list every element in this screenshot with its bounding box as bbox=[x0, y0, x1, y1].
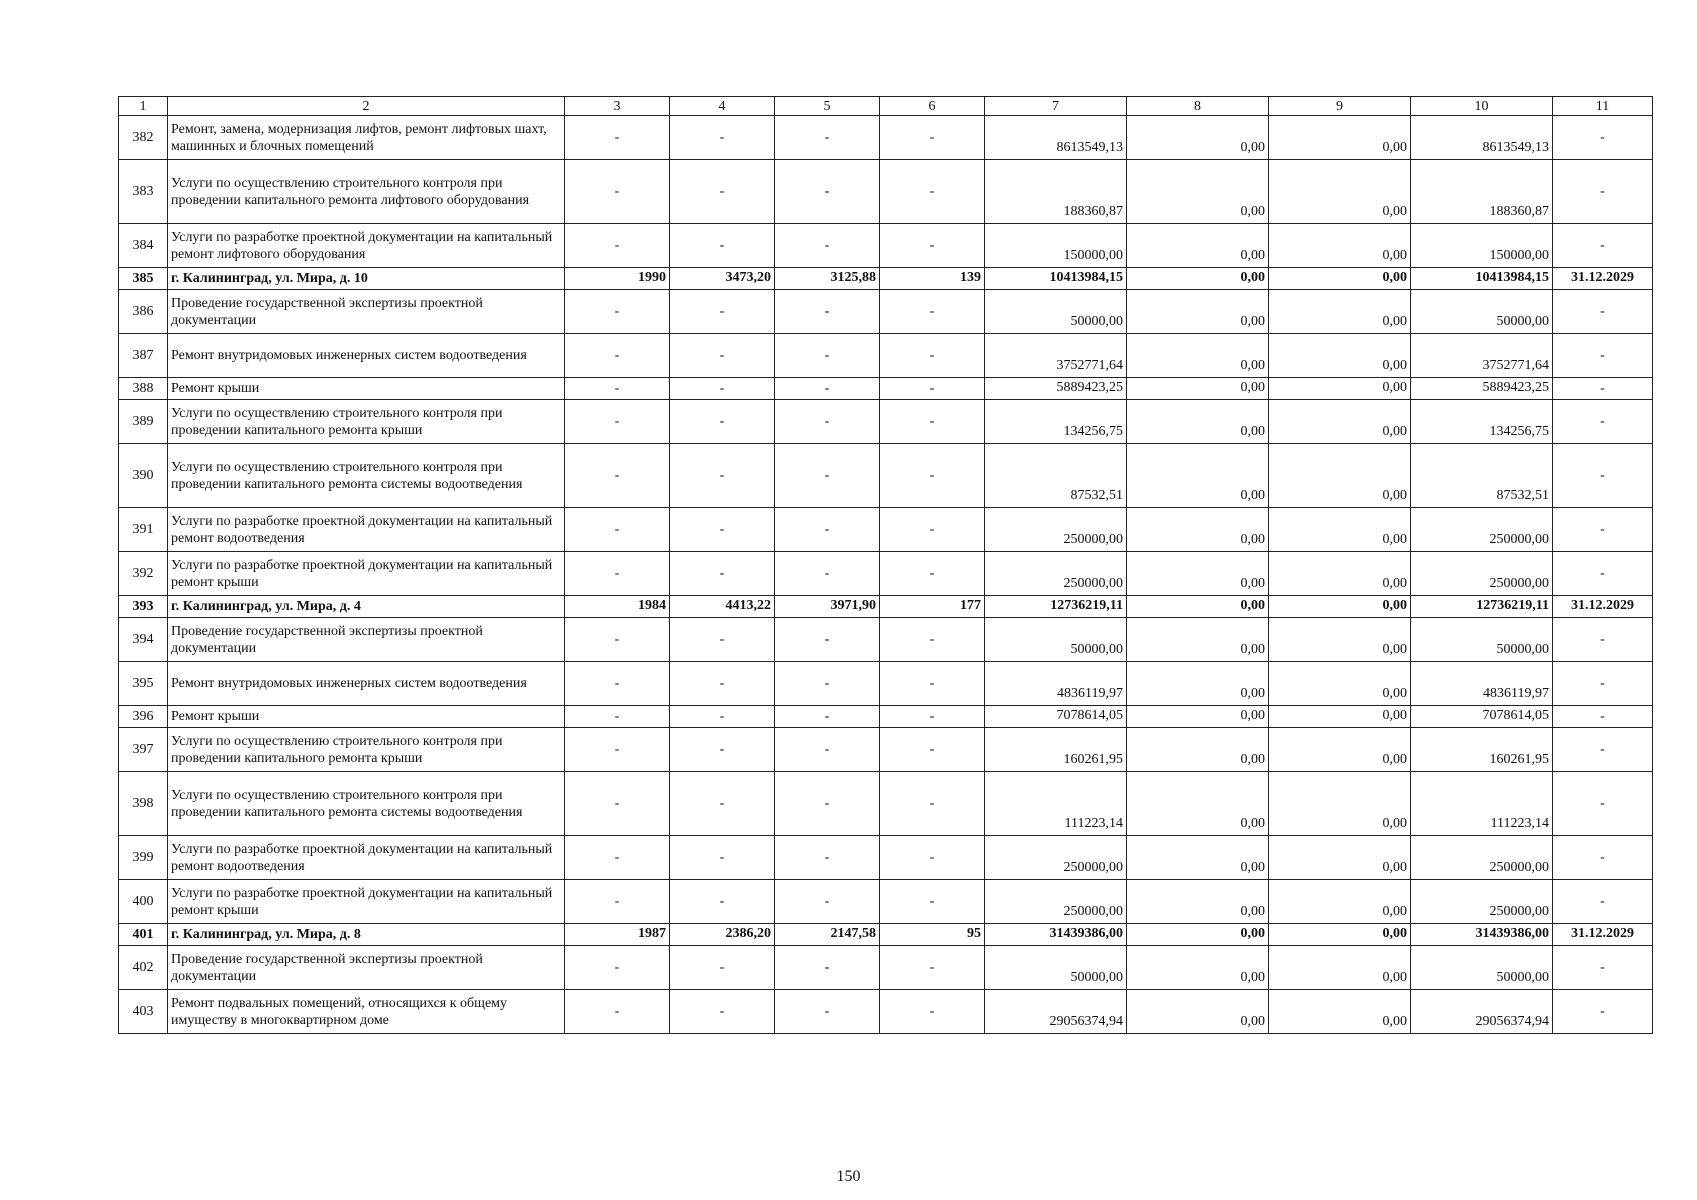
col4-cell: - bbox=[670, 290, 775, 334]
col4-cell: 3473,20 bbox=[670, 268, 775, 290]
col6-cell: - bbox=[880, 224, 985, 268]
table-row bbox=[119, 116, 1653, 160]
col5-cell: - bbox=[775, 706, 880, 728]
col4-cell: - bbox=[670, 444, 775, 508]
col4-cell: - bbox=[670, 772, 775, 836]
col9-cell: 0,00 bbox=[1269, 552, 1411, 596]
col3-cell: 1987 bbox=[565, 924, 670, 946]
col10-cell: 31439386,00 bbox=[1411, 924, 1553, 946]
col9-cell: 0,00 bbox=[1269, 618, 1411, 662]
col9-cell: 0,00 bbox=[1269, 400, 1411, 444]
table-row bbox=[119, 946, 1653, 990]
col5-cell: - bbox=[775, 378, 880, 400]
col5-cell: - bbox=[775, 836, 880, 880]
col10-cell: 12736219,11 bbox=[1411, 596, 1553, 618]
col7-cell: 50000,00 bbox=[985, 946, 1127, 990]
col8-cell: 0,00 bbox=[1127, 116, 1269, 160]
col8-cell: 0,00 bbox=[1127, 224, 1269, 268]
header-cell: 6 bbox=[880, 97, 985, 116]
col9-cell: 0,00 bbox=[1269, 290, 1411, 334]
col6-cell: - bbox=[880, 444, 985, 508]
table-row bbox=[119, 290, 1653, 334]
col6-cell: - bbox=[880, 662, 985, 706]
col6-cell: - bbox=[880, 836, 985, 880]
work-name-cell: Услуги по осуществлению строительного контроля при проведении капитального ремонта лифтового оборудования bbox=[168, 160, 565, 224]
row-number-cell: 400 bbox=[119, 880, 168, 924]
table-row bbox=[119, 728, 1653, 772]
col11-cell: - bbox=[1553, 334, 1653, 378]
col8-cell: 0,00 bbox=[1127, 378, 1269, 400]
col6-cell: - bbox=[880, 552, 985, 596]
row-number-cell: 399 bbox=[119, 836, 168, 880]
col4-cell: - bbox=[670, 160, 775, 224]
col7-cell: 31439386,00 bbox=[985, 924, 1127, 946]
col3-cell: - bbox=[565, 290, 670, 334]
table-row bbox=[119, 552, 1653, 596]
col5-cell: 2147,58 bbox=[775, 924, 880, 946]
col7-cell: 10413984,15 bbox=[985, 268, 1127, 290]
col9-cell: 0,00 bbox=[1269, 728, 1411, 772]
col5-cell: - bbox=[775, 728, 880, 772]
col11-cell: - bbox=[1553, 880, 1653, 924]
col7-cell: 12736219,11 bbox=[985, 596, 1127, 618]
col7-cell: 7078614,05 bbox=[985, 706, 1127, 728]
row-number-cell: 401 bbox=[119, 924, 168, 946]
col6-cell: - bbox=[880, 378, 985, 400]
col5-cell: - bbox=[775, 290, 880, 334]
col10-cell: 50000,00 bbox=[1411, 290, 1553, 334]
row-number-cell: 403 bbox=[119, 990, 168, 1034]
col3-cell: - bbox=[565, 706, 670, 728]
col8-cell: 0,00 bbox=[1127, 268, 1269, 290]
table-row bbox=[119, 706, 1653, 728]
col9-cell: 0,00 bbox=[1269, 268, 1411, 290]
col11-cell: - bbox=[1553, 378, 1653, 400]
row-number-cell: 385 bbox=[119, 268, 168, 290]
col8-cell: 0,00 bbox=[1127, 334, 1269, 378]
work-name-cell: Проведение государственной экспертизы проектной документации bbox=[168, 618, 565, 662]
col8-cell: 0,00 bbox=[1127, 596, 1269, 618]
col7-cell: 250000,00 bbox=[985, 880, 1127, 924]
header-cell: 2 bbox=[168, 97, 565, 116]
col4-cell: - bbox=[670, 946, 775, 990]
col3-cell: - bbox=[565, 160, 670, 224]
work-name-cell: Услуги по разработке проектной документации на капитальный ремонт лифтового оборудования bbox=[168, 224, 565, 268]
header-cell: 11 bbox=[1553, 97, 1653, 116]
row-number-cell: 383 bbox=[119, 160, 168, 224]
col8-cell: 0,00 bbox=[1127, 836, 1269, 880]
col6-cell: - bbox=[880, 116, 985, 160]
col8-cell: 0,00 bbox=[1127, 662, 1269, 706]
col11-cell: - bbox=[1553, 160, 1653, 224]
col3-cell: - bbox=[565, 990, 670, 1034]
table-row bbox=[119, 444, 1653, 508]
col5-cell: - bbox=[775, 334, 880, 378]
col4-cell: - bbox=[670, 728, 775, 772]
row-number-cell: 389 bbox=[119, 400, 168, 444]
col4-cell: - bbox=[670, 508, 775, 552]
table-row bbox=[119, 160, 1653, 224]
col10-cell: 87532,51 bbox=[1411, 444, 1553, 508]
work-name-cell: Услуги по разработке проектной документации на капитальный ремонт водоотведения bbox=[168, 836, 565, 880]
row-number-cell: 402 bbox=[119, 946, 168, 990]
work-name-cell: Услуги по осуществлению строительного контроля при проведении капитального ремонта системы водоотведения bbox=[168, 772, 565, 836]
col7-cell: 50000,00 bbox=[985, 618, 1127, 662]
row-number-cell: 392 bbox=[119, 552, 168, 596]
col6-cell: - bbox=[880, 990, 985, 1034]
col10-cell: 250000,00 bbox=[1411, 836, 1553, 880]
col7-cell: 3752771,64 bbox=[985, 334, 1127, 378]
col3-cell: - bbox=[565, 508, 670, 552]
col10-cell: 4836119,97 bbox=[1411, 662, 1553, 706]
table-row bbox=[119, 662, 1653, 706]
col5-cell: - bbox=[775, 400, 880, 444]
col7-cell: 250000,00 bbox=[985, 508, 1127, 552]
col9-cell: 0,00 bbox=[1269, 836, 1411, 880]
col3-cell: - bbox=[565, 116, 670, 160]
col7-cell: 134256,75 bbox=[985, 400, 1127, 444]
col11-cell: - bbox=[1553, 552, 1653, 596]
col9-cell: 0,00 bbox=[1269, 662, 1411, 706]
col3-cell: - bbox=[565, 334, 670, 378]
col6-cell: - bbox=[880, 334, 985, 378]
col6-cell: - bbox=[880, 618, 985, 662]
row-number-cell: 382 bbox=[119, 116, 168, 160]
col5-cell: - bbox=[775, 116, 880, 160]
col6-cell: - bbox=[880, 772, 985, 836]
col3-cell: - bbox=[565, 836, 670, 880]
col9-cell: 0,00 bbox=[1269, 990, 1411, 1034]
col6-cell: - bbox=[880, 508, 985, 552]
work-name-cell: г. Калининград, ул. Мира, д. 8 bbox=[168, 924, 565, 946]
work-name-cell: Ремонт крыши bbox=[168, 378, 565, 400]
col9-cell: 0,00 bbox=[1269, 596, 1411, 618]
col11-cell: - bbox=[1553, 662, 1653, 706]
col11-cell: - bbox=[1553, 946, 1653, 990]
table-row bbox=[119, 990, 1653, 1034]
work-name-cell: Ремонт крыши bbox=[168, 706, 565, 728]
col7-cell: 188360,87 bbox=[985, 160, 1127, 224]
col6-cell: - bbox=[880, 160, 985, 224]
col7-cell: 50000,00 bbox=[985, 290, 1127, 334]
col6-cell: - bbox=[880, 946, 985, 990]
header-cell: 4 bbox=[670, 97, 775, 116]
col8-cell: 0,00 bbox=[1127, 990, 1269, 1034]
col8-cell: 0,00 bbox=[1127, 772, 1269, 836]
col8-cell: 0,00 bbox=[1127, 880, 1269, 924]
col10-cell: 160261,95 bbox=[1411, 728, 1553, 772]
col3-cell: - bbox=[565, 400, 670, 444]
col9-cell: 0,00 bbox=[1269, 334, 1411, 378]
col7-cell: 4836119,97 bbox=[985, 662, 1127, 706]
table-row bbox=[119, 772, 1653, 836]
col9-cell: 0,00 bbox=[1269, 924, 1411, 946]
work-name-cell: Услуги по разработке проектной документации на капитальный ремонт водоотведения bbox=[168, 508, 565, 552]
col3-cell: - bbox=[565, 772, 670, 836]
table-row bbox=[119, 334, 1653, 378]
col5-cell: - bbox=[775, 880, 880, 924]
work-name-cell: Проведение государственной экспертизы проектной документации bbox=[168, 946, 565, 990]
col10-cell: 5889423,25 bbox=[1411, 378, 1553, 400]
col5-cell: - bbox=[775, 224, 880, 268]
col6-cell: - bbox=[880, 728, 985, 772]
col6-cell: 95 bbox=[880, 924, 985, 946]
col10-cell: 250000,00 bbox=[1411, 880, 1553, 924]
table-body bbox=[119, 97, 1653, 1034]
col4-cell: - bbox=[670, 224, 775, 268]
row-number-cell: 395 bbox=[119, 662, 168, 706]
col9-cell: 0,00 bbox=[1269, 946, 1411, 990]
page-number: 150 bbox=[836, 1168, 861, 1185]
col11-cell: - bbox=[1553, 728, 1653, 772]
col6-cell: - bbox=[880, 880, 985, 924]
col9-cell: 0,00 bbox=[1269, 116, 1411, 160]
col8-cell: 0,00 bbox=[1127, 290, 1269, 334]
table-row bbox=[119, 378, 1653, 400]
work-name-cell: Услуги по разработке проектной документации на капитальный ремонт крыши bbox=[168, 552, 565, 596]
work-name-cell: Ремонт внутридомовых инженерных систем водоотведения bbox=[168, 334, 565, 378]
address-row bbox=[119, 268, 1653, 290]
work-name-cell: Услуги по осуществлению строительного контроля при проведении капитального ремонта крыши bbox=[168, 728, 565, 772]
col8-cell: 0,00 bbox=[1127, 924, 1269, 946]
document-page bbox=[118, 96, 1652, 1034]
repair-program-table bbox=[118, 96, 1653, 1034]
col9-cell: 0,00 bbox=[1269, 772, 1411, 836]
address-row bbox=[119, 924, 1653, 946]
col4-cell: - bbox=[670, 618, 775, 662]
table-row bbox=[119, 618, 1653, 662]
col7-cell: 250000,00 bbox=[985, 836, 1127, 880]
col7-cell: 8613549,13 bbox=[985, 116, 1127, 160]
col10-cell: 7078614,05 bbox=[1411, 706, 1553, 728]
col8-cell: 0,00 bbox=[1127, 444, 1269, 508]
col9-cell: 0,00 bbox=[1269, 706, 1411, 728]
col4-cell: 2386,20 bbox=[670, 924, 775, 946]
row-number-cell: 393 bbox=[119, 596, 168, 618]
col3-cell: - bbox=[565, 662, 670, 706]
col3-cell: - bbox=[565, 618, 670, 662]
col8-cell: 0,00 bbox=[1127, 946, 1269, 990]
col5-cell: - bbox=[775, 444, 880, 508]
row-number-cell: 387 bbox=[119, 334, 168, 378]
col10-cell: 188360,87 bbox=[1411, 160, 1553, 224]
header-cell: 1 bbox=[119, 97, 168, 116]
col10-cell: 3752771,64 bbox=[1411, 334, 1553, 378]
col3-cell: - bbox=[565, 728, 670, 772]
header-cell: 10 bbox=[1411, 97, 1553, 116]
table-row bbox=[119, 880, 1653, 924]
col6-cell: 139 bbox=[880, 268, 985, 290]
row-number-cell: 384 bbox=[119, 224, 168, 268]
col9-cell: 0,00 bbox=[1269, 508, 1411, 552]
col5-cell: - bbox=[775, 552, 880, 596]
header-cell: 3 bbox=[565, 97, 670, 116]
col4-cell: - bbox=[670, 334, 775, 378]
work-name-cell: Ремонт подвальных помещений, относящихся к общему имуществу в многоквартирном доме bbox=[168, 990, 565, 1034]
work-name-cell: Проведение государственной экспертизы проектной документации bbox=[168, 290, 565, 334]
col11-cell: - bbox=[1553, 706, 1653, 728]
col8-cell: 0,00 bbox=[1127, 552, 1269, 596]
col11-cell: 31.12.2029 bbox=[1553, 924, 1653, 946]
col11-cell: - bbox=[1553, 444, 1653, 508]
col4-cell: - bbox=[670, 552, 775, 596]
col10-cell: 111223,14 bbox=[1411, 772, 1553, 836]
col9-cell: 0,00 bbox=[1269, 160, 1411, 224]
col3-cell: - bbox=[565, 444, 670, 508]
col5-cell: - bbox=[775, 772, 880, 836]
col5-cell: 3125,88 bbox=[775, 268, 880, 290]
col11-cell: - bbox=[1553, 508, 1653, 552]
col4-cell: - bbox=[670, 706, 775, 728]
header-cell: 7 bbox=[985, 97, 1127, 116]
col4-cell: - bbox=[670, 400, 775, 444]
col5-cell: - bbox=[775, 160, 880, 224]
col8-cell: 0,00 bbox=[1127, 618, 1269, 662]
col10-cell: 50000,00 bbox=[1411, 946, 1553, 990]
col8-cell: 0,00 bbox=[1127, 508, 1269, 552]
col6-cell: - bbox=[880, 706, 985, 728]
row-number-cell: 397 bbox=[119, 728, 168, 772]
col6-cell: 177 bbox=[880, 596, 985, 618]
col10-cell: 29056374,94 bbox=[1411, 990, 1553, 1034]
work-name-cell: Услуги по разработке проектной документации на капитальный ремонт крыши bbox=[168, 880, 565, 924]
col5-cell: - bbox=[775, 990, 880, 1034]
col4-cell: - bbox=[670, 116, 775, 160]
col4-cell: - bbox=[670, 836, 775, 880]
col7-cell: 5889423,25 bbox=[985, 378, 1127, 400]
col3-cell: - bbox=[565, 224, 670, 268]
col9-cell: 0,00 bbox=[1269, 378, 1411, 400]
row-number-cell: 394 bbox=[119, 618, 168, 662]
col10-cell: 8613549,13 bbox=[1411, 116, 1553, 160]
col9-cell: 0,00 bbox=[1269, 444, 1411, 508]
col10-cell: 50000,00 bbox=[1411, 618, 1553, 662]
col4-cell: - bbox=[670, 662, 775, 706]
col10-cell: 250000,00 bbox=[1411, 552, 1553, 596]
work-name-cell: Ремонт внутридомовых инженерных систем водоотведения bbox=[168, 662, 565, 706]
work-name-cell: Услуги по осуществлению строительного контроля при проведении капитального ремонта системы водоотведения bbox=[168, 444, 565, 508]
row-number-cell: 386 bbox=[119, 290, 168, 334]
work-name-cell: г. Калининград, ул. Мира, д. 4 bbox=[168, 596, 565, 618]
table-row bbox=[119, 508, 1653, 552]
col8-cell: 0,00 bbox=[1127, 728, 1269, 772]
address-row bbox=[119, 596, 1653, 618]
col3-cell: - bbox=[565, 880, 670, 924]
col3-cell: - bbox=[565, 378, 670, 400]
table-row bbox=[119, 224, 1653, 268]
col11-cell: - bbox=[1553, 836, 1653, 880]
col5-cell: - bbox=[775, 508, 880, 552]
col11-cell: - bbox=[1553, 290, 1653, 334]
col11-cell: - bbox=[1553, 116, 1653, 160]
work-name-cell: Ремонт, замена, модернизация лифтов, ремонт лифтовых шахт, машинных и блочных помещений bbox=[168, 116, 565, 160]
row-number-cell: 398 bbox=[119, 772, 168, 836]
col8-cell: 0,00 bbox=[1127, 706, 1269, 728]
col5-cell: - bbox=[775, 618, 880, 662]
col7-cell: 29056374,94 bbox=[985, 990, 1127, 1034]
header-cell: 9 bbox=[1269, 97, 1411, 116]
col8-cell: 0,00 bbox=[1127, 160, 1269, 224]
work-name-cell: г. Калининград, ул. Мира, д. 10 bbox=[168, 268, 565, 290]
col9-cell: 0,00 bbox=[1269, 880, 1411, 924]
col6-cell: - bbox=[880, 400, 985, 444]
col6-cell: - bbox=[880, 290, 985, 334]
col5-cell: - bbox=[775, 662, 880, 706]
col10-cell: 250000,00 bbox=[1411, 508, 1553, 552]
col5-cell: 3971,90 bbox=[775, 596, 880, 618]
column-number-header-row bbox=[119, 97, 1653, 116]
col3-cell: - bbox=[565, 552, 670, 596]
col11-cell: - bbox=[1553, 772, 1653, 836]
header-cell: 5 bbox=[775, 97, 880, 116]
col4-cell: - bbox=[670, 990, 775, 1034]
col7-cell: 160261,95 bbox=[985, 728, 1127, 772]
row-number-cell: 390 bbox=[119, 444, 168, 508]
col3-cell: - bbox=[565, 946, 670, 990]
col4-cell: 4413,22 bbox=[670, 596, 775, 618]
col10-cell: 150000,00 bbox=[1411, 224, 1553, 268]
col11-cell: - bbox=[1553, 618, 1653, 662]
col7-cell: 111223,14 bbox=[985, 772, 1127, 836]
col11-cell: - bbox=[1553, 224, 1653, 268]
col4-cell: - bbox=[670, 880, 775, 924]
col9-cell: 0,00 bbox=[1269, 224, 1411, 268]
col10-cell: 10413984,15 bbox=[1411, 268, 1553, 290]
row-number-cell: 388 bbox=[119, 378, 168, 400]
col7-cell: 87532,51 bbox=[985, 444, 1127, 508]
col11-cell: 31.12.2029 bbox=[1553, 268, 1653, 290]
col8-cell: 0,00 bbox=[1127, 400, 1269, 444]
col7-cell: 250000,00 bbox=[985, 552, 1127, 596]
row-number-cell: 391 bbox=[119, 508, 168, 552]
col5-cell: - bbox=[775, 946, 880, 990]
col11-cell: 31.12.2029 bbox=[1553, 596, 1653, 618]
table-row bbox=[119, 836, 1653, 880]
col11-cell: - bbox=[1553, 990, 1653, 1034]
col4-cell: - bbox=[670, 378, 775, 400]
table-row bbox=[119, 400, 1653, 444]
col10-cell: 134256,75 bbox=[1411, 400, 1553, 444]
col3-cell: 1990 bbox=[565, 268, 670, 290]
work-name-cell: Услуги по осуществлению строительного контроля при проведении капитального ремонта крыши bbox=[168, 400, 565, 444]
row-number-cell: 396 bbox=[119, 706, 168, 728]
col7-cell: 150000,00 bbox=[985, 224, 1127, 268]
col11-cell: - bbox=[1553, 400, 1653, 444]
header-cell: 8 bbox=[1127, 97, 1269, 116]
col3-cell: 1984 bbox=[565, 596, 670, 618]
